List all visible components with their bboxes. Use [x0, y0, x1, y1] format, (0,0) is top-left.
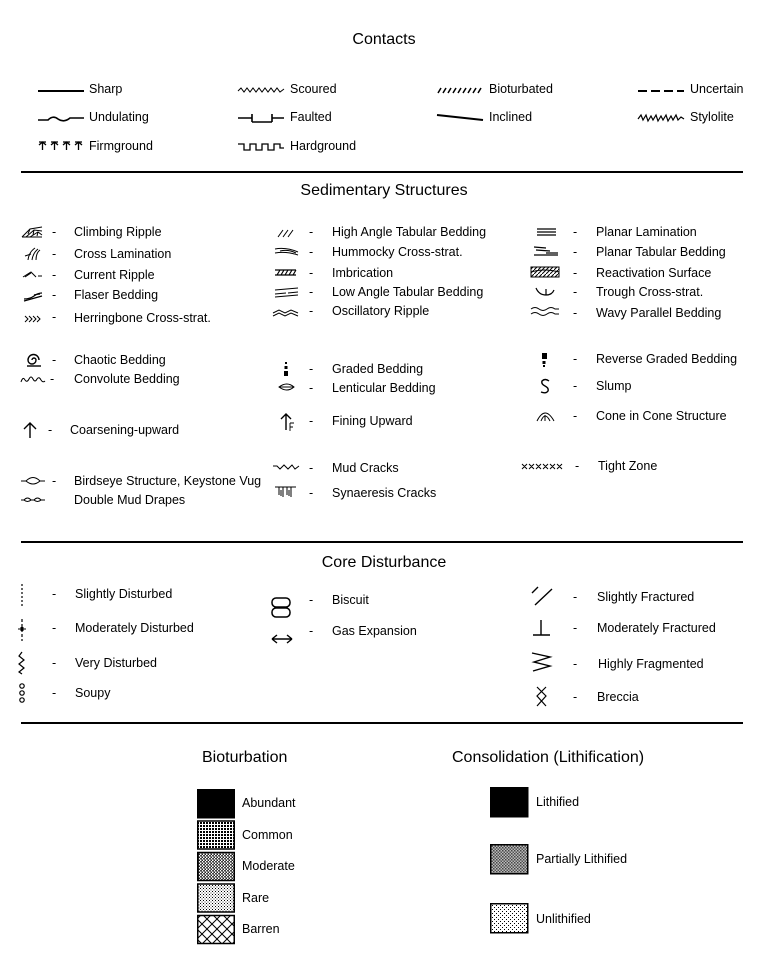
coarsening-upward-label: Coarsening-upward	[70, 423, 180, 437]
separator: -	[309, 245, 314, 259]
hardground-contact-icon	[238, 140, 284, 152]
slightly-fractured-label: Slightly Fractured	[597, 590, 695, 604]
stylolite-contact-icon	[638, 112, 684, 124]
separator: -	[309, 266, 314, 280]
moderate-swatch	[198, 853, 235, 881]
flaser-bedding-label: Flaser Bedding	[74, 288, 159, 302]
common-label: Common	[242, 828, 293, 842]
separator: -	[52, 656, 57, 670]
double-mud-drapes-icon	[20, 494, 46, 506]
moderately-fractured-icon	[530, 618, 554, 638]
separator: -	[309, 381, 314, 395]
separator: -	[309, 362, 314, 376]
current-ripple-icon	[22, 269, 44, 279]
planar-lamination-label: Planar Lamination	[596, 225, 697, 239]
separator: -	[573, 657, 578, 671]
separator: -	[48, 423, 53, 437]
imbrication-icon	[274, 267, 298, 277]
very-disturbed-icon	[16, 651, 28, 675]
current-ripple-label: Current Ripple	[74, 268, 155, 282]
graded-bedding-label: Graded Bedding	[332, 362, 424, 376]
rare-label: Rare	[242, 891, 270, 905]
double-mud-drapes-label: Double Mud Drapes	[74, 493, 186, 507]
separator: -	[52, 288, 57, 302]
reactivation-surface-icon	[530, 266, 560, 278]
separator: -	[573, 379, 578, 393]
gas-expansion-icon	[270, 632, 296, 646]
separator: -	[52, 587, 57, 601]
cone-in-cone-label: Cone in Cone Structure	[596, 409, 727, 423]
separator: -	[309, 225, 314, 239]
separator: -	[573, 225, 578, 239]
separator: -	[573, 590, 578, 604]
planar-tabular-icon	[532, 245, 560, 257]
contacts-title: Contacts	[352, 31, 416, 48]
oscillatory-ripple-icon	[272, 306, 300, 318]
chaotic-bedding-icon	[26, 352, 42, 368]
soupy-icon	[16, 682, 28, 706]
faulted-label: Faulted	[290, 110, 332, 124]
separator: -	[573, 285, 578, 299]
separator: -	[309, 285, 314, 299]
reactivation-surface-label: Reactivation Surface	[596, 266, 712, 280]
separator: -	[309, 624, 314, 638]
unlithified-swatch	[491, 904, 528, 933]
undulating-contact-icon	[38, 112, 84, 124]
breccia-label: Breccia	[597, 690, 639, 704]
section-divider	[21, 722, 743, 724]
reverse-graded-label: Reverse Graded Bedding	[596, 352, 738, 366]
slump-icon	[538, 378, 552, 396]
separator: -	[309, 461, 314, 475]
tight-zone-label: Tight Zone	[598, 459, 658, 473]
barren-swatch	[198, 916, 235, 944]
cone-in-cone-icon	[536, 409, 556, 423]
sharp-contact-icon	[38, 84, 84, 96]
imbrication-label: Imbrication	[332, 266, 394, 280]
separator: -	[52, 225, 57, 239]
mud-cracks-icon	[272, 462, 300, 472]
unlithified-label: Unlithified	[536, 912, 591, 926]
coarsening-upward-icon	[22, 421, 38, 439]
high-angle-tabular-icon	[276, 227, 296, 239]
separator: -	[573, 621, 578, 635]
undulating-label: Undulating	[89, 110, 149, 124]
bioturbated-contact-icon	[437, 84, 483, 96]
bioturbated-label: Bioturbated	[489, 82, 553, 96]
separator: -	[52, 621, 57, 635]
hardground-label: Hardground	[290, 139, 357, 153]
flaser-bedding-icon	[22, 290, 44, 302]
hummocky-label: Hummocky Cross-strat.	[332, 245, 463, 259]
oscillatory-ripple-label: Oscillatory Ripple	[332, 304, 430, 318]
separator: -	[52, 310, 57, 324]
separator: -	[309, 593, 314, 607]
hummocky-icon	[274, 245, 300, 257]
separator: -	[52, 686, 57, 700]
slightly-fractured-icon	[530, 585, 554, 607]
slightly-disturbed-icon	[16, 583, 28, 607]
partially-lithified-swatch	[491, 845, 528, 874]
partially-lithified-label: Partially Lithified	[536, 852, 628, 866]
scoured-label: Scoured	[290, 82, 337, 96]
bioturbation-title: Bioturbation	[202, 749, 288, 766]
very-disturbed-label: Very Disturbed	[75, 656, 157, 670]
cross-lamination-label: Cross Lamination	[74, 247, 172, 261]
lithified-swatch	[491, 788, 528, 817]
separator: -	[573, 306, 578, 320]
separator: -	[573, 409, 578, 423]
low-angle-tabular-icon	[274, 286, 300, 298]
biscuit-label: Biscuit	[332, 593, 369, 607]
planar-lamination-icon	[536, 227, 558, 237]
wavy-parallel-icon	[530, 306, 560, 318]
faulted-contact-icon	[238, 112, 284, 124]
moderate-label: Moderate	[242, 859, 295, 873]
common-swatch	[198, 821, 235, 849]
graded-bedding-icon	[282, 361, 292, 377]
slightly-disturbed-label: Slightly Disturbed	[75, 587, 173, 601]
wavy-parallel-label: Wavy Parallel Bedding	[596, 306, 722, 320]
lenticular-bedding-icon	[278, 382, 296, 392]
fining-upward-label: Fining Upward	[332, 414, 413, 428]
climbing-ripple-icon	[22, 225, 44, 239]
section-divider	[21, 171, 743, 173]
birdseye-label: Birdseye Structure, Keystone Vug	[74, 474, 262, 488]
synaeresis-cracks-label: Synaeresis Cracks	[332, 486, 437, 500]
inclined-contact-icon	[437, 112, 483, 124]
lenticular-bedding-label: Lenticular Bedding	[332, 381, 436, 395]
planar-tabular-label: Planar Tabular Bedding	[596, 245, 726, 259]
cross-lamination-icon	[24, 247, 42, 261]
mud-cracks-label: Mud Cracks	[332, 461, 399, 475]
consolidation-swatches	[490, 787, 530, 935]
separator: -	[52, 353, 57, 367]
convolute-bedding-icon	[20, 374, 46, 384]
uncertain-label: Uncertain	[690, 82, 744, 96]
rare-swatch	[198, 884, 235, 912]
birdseye-icon	[20, 475, 46, 487]
scoured-contact-icon	[238, 84, 284, 96]
lithified-label: Lithified	[536, 795, 580, 809]
biscuit-icon	[270, 596, 294, 620]
abundant-swatch	[198, 790, 235, 818]
breccia-icon	[534, 686, 550, 708]
separator: -	[52, 247, 57, 261]
trough-cross-strat-icon	[534, 285, 558, 299]
slump-label: Slump	[596, 379, 632, 393]
separator: -	[573, 266, 578, 280]
gas-expansion-label: Gas Expansion	[332, 624, 417, 638]
inclined-label: Inclined	[489, 110, 533, 124]
uncertain-contact-icon	[638, 84, 684, 96]
separator: -	[573, 245, 578, 259]
barren-label: Barren	[242, 922, 280, 936]
separator: -	[575, 459, 580, 473]
separator: -	[309, 414, 314, 428]
herringbone-icon	[24, 314, 44, 324]
moderately-disturbed-icon	[16, 618, 28, 642]
synaeresis-cracks-icon	[274, 485, 298, 499]
herringbone-label: Herringbone Cross-strat.	[74, 311, 211, 325]
chaotic-bedding-label: Chaotic Bedding	[74, 353, 166, 367]
separator: -	[52, 474, 57, 488]
separator: -	[309, 304, 314, 318]
tight-zone-icon	[521, 462, 565, 472]
low-angle-tabular-label: Low Angle Tabular Bedding	[332, 285, 484, 299]
separator: -	[573, 352, 578, 366]
separator: -	[573, 690, 578, 704]
firmground-contact-icon	[38, 140, 84, 152]
separator: -	[309, 486, 314, 500]
sedimentary-title: Sedimentary Structures	[300, 182, 468, 199]
soupy-label: Soupy	[75, 686, 111, 700]
moderately-fractured-label: Moderately Fractured	[597, 621, 716, 635]
separator: -	[50, 372, 55, 386]
abundant-label: Abundant	[242, 796, 296, 810]
fining-upward-icon	[280, 412, 298, 432]
firmground-label: Firmground	[89, 139, 153, 153]
bioturbation-swatches	[197, 789, 235, 945]
sharp-label: Sharp	[89, 82, 123, 96]
reverse-graded-icon	[540, 352, 550, 368]
stylolite-label: Stylolite	[690, 110, 734, 124]
separator: -	[52, 268, 57, 282]
moderately-disturbed-label: Moderately Disturbed	[75, 621, 194, 635]
core-title: Core Disturbance	[321, 554, 447, 571]
highly-fragmented-icon	[530, 651, 554, 673]
consolidation-title: Consolidation (Lithification)	[452, 749, 645, 766]
trough-cross-strat-label: Trough Cross-strat.	[596, 285, 704, 299]
high-angle-tabular-label: High Angle Tabular Bedding	[332, 225, 487, 239]
highly-fragmented-label: Highly Fragmented	[598, 657, 704, 671]
convolute-bedding-label: Convolute Bedding	[74, 372, 180, 386]
climbing-ripple-label: Climbing Ripple	[74, 225, 162, 239]
section-divider	[21, 541, 743, 543]
